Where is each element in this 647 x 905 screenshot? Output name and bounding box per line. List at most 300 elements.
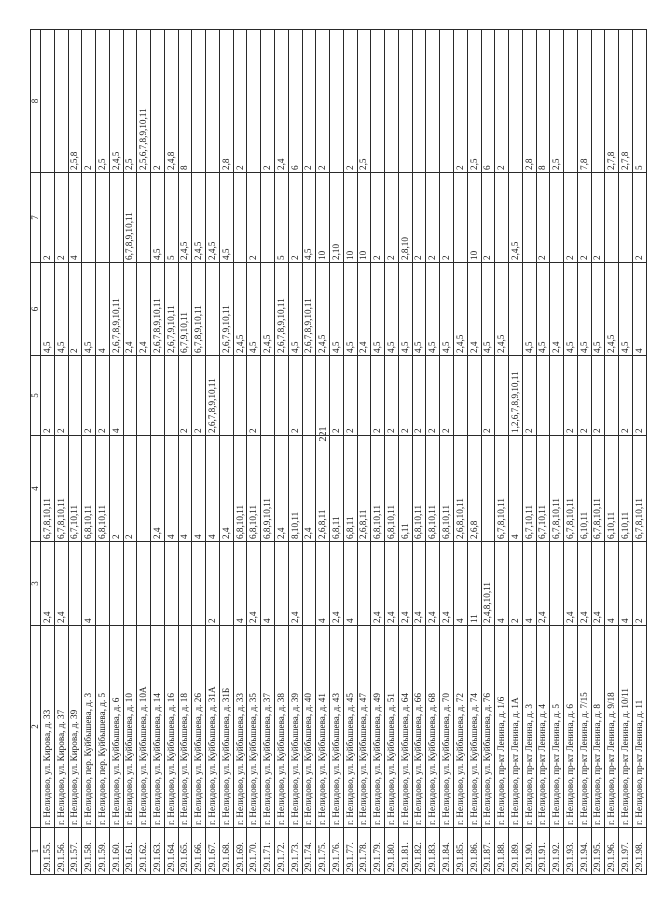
col4-value: 6,10,11 xyxy=(605,436,619,542)
col8-value xyxy=(426,30,440,173)
row-number: 29.1.95. xyxy=(591,828,605,875)
col6-value: 4,5 xyxy=(41,263,55,356)
address: г. Нелидово, ул. Куйбышева, д. 10 xyxy=(123,626,137,828)
row-number: 29.1.88. xyxy=(495,828,509,875)
col3-value: 4 xyxy=(619,542,633,626)
col3-value: 2,4 xyxy=(371,542,385,626)
col4-value: 6,8,10,11 xyxy=(82,436,96,542)
col8-value: 5 xyxy=(632,30,646,173)
table-row xyxy=(453,30,467,875)
col3-value: 2,4,8,10,11 xyxy=(481,542,495,626)
col6-value: 4,5 xyxy=(54,263,68,356)
col7-value xyxy=(109,173,123,263)
address: г. Нелидово, ул. Куйбышева, д. 35 xyxy=(247,626,261,828)
table-row xyxy=(605,30,619,875)
row-number: 29.1.84. xyxy=(440,828,454,875)
row-number: 29.1.75. xyxy=(316,828,330,875)
col3-value: 2 xyxy=(509,542,523,626)
col7-value: 2 xyxy=(371,173,385,263)
col5-value: 2 xyxy=(371,356,385,436)
col3-value: 2,4 xyxy=(577,542,591,626)
col8-value xyxy=(192,30,206,173)
col3-value: 4 xyxy=(316,542,330,626)
col6-value: 4,5 xyxy=(288,263,302,356)
col4-value: 6,8,10,11 xyxy=(426,436,440,542)
table-row xyxy=(591,30,605,875)
col5-value xyxy=(302,356,316,436)
col8-value: 2,4,8 xyxy=(164,30,178,173)
address: г. Нелидово, ул. Куйбышева, д. 33 xyxy=(233,626,247,828)
col6-value: 4,5 xyxy=(536,263,550,356)
table-row xyxy=(550,30,564,875)
col3-value: 4 xyxy=(605,542,619,626)
row-number: 29.1.93. xyxy=(564,828,578,875)
row-number: 29.1.71. xyxy=(261,828,275,875)
col3-value: 2,4 xyxy=(564,542,578,626)
col3-value: 4 xyxy=(261,542,275,626)
col5-value xyxy=(261,356,275,436)
col5-value: 2 xyxy=(41,356,55,436)
address: г. Нелидово, ул. Куйбышева, д. 6 xyxy=(109,626,123,828)
col5-value: 2 xyxy=(54,356,68,436)
col7-value: 2 xyxy=(288,173,302,263)
col3-value xyxy=(219,542,233,626)
address: г. Нелидово, пр-кт Ленина, д. 7/15 xyxy=(577,626,591,828)
col6-value: 4,5 xyxy=(440,263,454,356)
col3-value: 2,4 xyxy=(330,542,344,626)
col6-value: 2,4,5 xyxy=(233,263,247,356)
col8-value xyxy=(398,30,412,173)
col3-value xyxy=(192,542,206,626)
row-number: 29.1.91. xyxy=(536,828,550,875)
col4-value: 4 xyxy=(509,436,523,542)
col6-value: 4,5 xyxy=(481,263,495,356)
col8-value xyxy=(412,30,426,173)
col3-value: 2,4 xyxy=(385,542,399,626)
col4-value: 6,10,11 xyxy=(619,436,633,542)
col5-value: 2 xyxy=(343,356,357,436)
col5-value xyxy=(495,356,509,436)
column-header-4: 4 xyxy=(31,436,41,542)
address: г. Нелидово, пр-кт Ленина, д. 1/6 xyxy=(495,626,509,828)
col8-value: 2 xyxy=(316,30,330,173)
col3-value xyxy=(137,542,151,626)
table-row xyxy=(619,30,633,875)
address: г. Нелидово, ул. Куйбышева, д. 10А xyxy=(137,626,151,828)
row-number: 29.1.67. xyxy=(206,828,220,875)
col5-value: 2 xyxy=(330,356,344,436)
col8-value xyxy=(509,30,523,173)
address: г. Нелидово, ул. Куйбышева, д. 41 xyxy=(316,626,330,828)
col6-value: 2,4,5 xyxy=(605,263,619,356)
address: г. Нелидово, ул. Куйбышева, д. 64 xyxy=(398,626,412,828)
table-row xyxy=(577,30,591,875)
col7-value: 2,10 xyxy=(330,173,344,263)
col5-value: 2 xyxy=(591,356,605,436)
col4-value: 6,8,10,11 xyxy=(233,436,247,542)
col8-value xyxy=(564,30,578,173)
address: г. Нелидово, ул. Кирова, д. 39 xyxy=(68,626,82,828)
address: г. Нелидово, ул. Куйбышева, д. 31А xyxy=(206,626,220,828)
table-row xyxy=(330,30,344,875)
col6-value xyxy=(206,263,220,356)
col4-value: 2,6,8,11 xyxy=(357,436,371,542)
row-number: 29.1.60. xyxy=(109,828,123,875)
col6-value: 4,5 xyxy=(330,263,344,356)
col7-value: 2 xyxy=(385,173,399,263)
col7-value: 2 xyxy=(536,173,550,263)
address: г. Нелидово, ул. Куйбышева, д. 18 xyxy=(178,626,192,828)
col7-value: 2 xyxy=(577,173,591,263)
row-number: 29.1.74. xyxy=(302,828,316,875)
row-number: 29.1.65. xyxy=(178,828,192,875)
col4-value: 6,8,9,10,11 xyxy=(261,436,275,542)
col3-value xyxy=(357,542,371,626)
column-header-1: 1 xyxy=(31,828,41,875)
col8-value: 2,5 xyxy=(550,30,564,173)
col8-value: 2,5 xyxy=(96,30,110,173)
row-number: 29.1.56. xyxy=(54,828,68,875)
col6-value xyxy=(509,263,523,356)
col6-value: 2,6,7,8,9,10,11 xyxy=(302,263,316,356)
col4-value: 6,7,10,11 xyxy=(536,436,550,542)
col8-value: 2 xyxy=(453,30,467,173)
col8-value: 8 xyxy=(536,30,550,173)
table-row xyxy=(632,30,646,875)
col8-value: 2,8 xyxy=(522,30,536,173)
col6-value: 4,5 xyxy=(564,263,578,356)
col4-value: 4 xyxy=(192,436,206,542)
col4-value: 2,6,8,11 xyxy=(316,436,330,542)
col8-value xyxy=(247,30,261,173)
table-row xyxy=(247,30,261,875)
address: г. Нелидово, ул. Кирова, д. 37 xyxy=(54,626,68,828)
col8-value xyxy=(371,30,385,173)
col8-value: 2,7,8 xyxy=(619,30,633,173)
table-row xyxy=(233,30,247,875)
col5-value: 2 xyxy=(564,356,578,436)
col3-value xyxy=(302,542,316,626)
col6-value: 2,4 xyxy=(357,263,371,356)
col5-value: 2 xyxy=(398,356,412,436)
address: г. Нелидово, ул. Куйбышева, д. 40 xyxy=(302,626,316,828)
address: г. Нелидово, ул. Куйбышева, д. 16 xyxy=(164,626,178,828)
table-row xyxy=(481,30,495,875)
col7-value: 6,7,8,9,10,11 xyxy=(123,173,137,263)
table-row xyxy=(54,30,68,875)
row-number: 29.1.66. xyxy=(192,828,206,875)
page-number: 221 xyxy=(318,426,329,442)
col7-value: 2 xyxy=(412,173,426,263)
col5-value: 1,2,6,7,8,9,10,11 xyxy=(509,356,523,436)
col4-value: 6,11 xyxy=(398,436,412,542)
col4-value: 6,8,10,11 xyxy=(247,436,261,542)
row-number: 29.1.70. xyxy=(247,828,261,875)
table-row xyxy=(412,30,426,875)
col6-value: 4,5 xyxy=(247,263,261,356)
table-row xyxy=(509,30,523,875)
col6-value: 4,5 xyxy=(371,263,385,356)
col5-value: 2,6,7,8,9,10,11 xyxy=(206,356,220,436)
col3-value xyxy=(109,542,123,626)
col4-value: 6,7,10,11 xyxy=(68,436,82,542)
col3-value: 4 xyxy=(453,542,467,626)
row-number: 29.1.79. xyxy=(371,828,385,875)
col6-value: 2,4 xyxy=(550,263,564,356)
col3-value xyxy=(96,542,110,626)
col4-value: 4 xyxy=(206,436,220,542)
col4-value: 6,7,8,10,11 xyxy=(495,436,509,542)
col3-value: 2 xyxy=(632,542,646,626)
col4-value: 6,8,10,11 xyxy=(385,436,399,542)
col7-value xyxy=(261,173,275,263)
col5-value: 2 xyxy=(412,356,426,436)
table-body xyxy=(41,30,647,875)
col3-value: 4 xyxy=(495,542,509,626)
table-row xyxy=(219,30,233,875)
row-number: 29.1.59. xyxy=(96,828,110,875)
col3-value: 2,4 xyxy=(54,542,68,626)
col8-value: 2 xyxy=(82,30,96,173)
col8-value: 6 xyxy=(288,30,302,173)
col5-value: 2 xyxy=(577,356,591,436)
col4-value: 2 xyxy=(123,436,137,542)
table-row xyxy=(371,30,385,875)
col8-value: 2 xyxy=(343,30,357,173)
col8-value xyxy=(385,30,399,173)
col4-value: 6,8,11 xyxy=(343,436,357,542)
table-row xyxy=(467,30,481,875)
col8-value xyxy=(591,30,605,173)
address: г. Нелидово, пер. Куйбышева, д. 3 xyxy=(82,626,96,828)
table-row xyxy=(426,30,440,875)
address: г. Нелидово, ул. Куйбышева, д. 38 xyxy=(275,626,289,828)
table-row xyxy=(261,30,275,875)
table-row xyxy=(288,30,302,875)
column-header-7: 7 xyxy=(31,173,41,263)
rotated-table-wrapper xyxy=(30,30,647,875)
col7-value xyxy=(619,173,633,263)
col4-value: 6,8,10,11 xyxy=(440,436,454,542)
table-row xyxy=(164,30,178,875)
col3-value xyxy=(178,542,192,626)
address: г. Нелидово, ул. Куйбышева, д. 14 xyxy=(151,626,165,828)
col8-value xyxy=(41,30,55,173)
col4-value xyxy=(481,436,495,542)
table-row xyxy=(137,30,151,875)
col5-value xyxy=(219,356,233,436)
col6-value: 4,5 xyxy=(591,263,605,356)
address: г. Нелидово, ул. Куйбышева, д. 49 xyxy=(371,626,385,828)
col6-value: 4,5 xyxy=(343,263,357,356)
col6-value: 6,7,9,10,11 xyxy=(178,263,192,356)
table-row xyxy=(275,30,289,875)
col5-value: 2 xyxy=(440,356,454,436)
col4-value: 2,4 xyxy=(275,436,289,542)
col5-value: 2 xyxy=(192,356,206,436)
col5-value: 4 xyxy=(109,356,123,436)
col7-value: 10 xyxy=(343,173,357,263)
col5-value xyxy=(536,356,550,436)
header-row xyxy=(31,30,41,875)
col5-value: 2 xyxy=(632,356,646,436)
table-row xyxy=(316,30,330,875)
col3-value: 2,4 xyxy=(591,542,605,626)
row-number: 29.1.97. xyxy=(619,828,633,875)
col7-value: 2 xyxy=(564,173,578,263)
row-number: 29.1.96. xyxy=(605,828,619,875)
table-row xyxy=(522,30,536,875)
col4-value: 6,7,8,10,11 xyxy=(550,436,564,542)
col3-value: 2,4 xyxy=(440,542,454,626)
row-number: 29.1.87. xyxy=(481,828,495,875)
row-number: 29.1.55. xyxy=(41,828,55,875)
col4-value: 6,7,10,11 xyxy=(522,436,536,542)
table-row xyxy=(440,30,454,875)
col4-value: 6,7,8,10,11 xyxy=(54,436,68,542)
col3-value xyxy=(275,542,289,626)
col4-value: 4 xyxy=(164,436,178,542)
address: г. Нелидово, пр-кт Ленина, д. 9/18 xyxy=(605,626,619,828)
col7-value: 10 xyxy=(316,173,330,263)
col3-value: 2,4 xyxy=(288,542,302,626)
col6-value: 4,5 xyxy=(385,263,399,356)
col6-value: 4 xyxy=(632,263,646,356)
address: г. Нелидово, ул. Куйбышева, д. 39 xyxy=(288,626,302,828)
table-row xyxy=(41,30,55,875)
address: г. Нелидово, ул. Куйбышева, д. 47 xyxy=(357,626,371,828)
col7-value: 2,4,5 xyxy=(192,173,206,263)
col7-value xyxy=(605,173,619,263)
column-header-6: 6 xyxy=(31,263,41,356)
row-number: 29.1.85. xyxy=(453,828,467,875)
col7-value: 4,5 xyxy=(151,173,165,263)
address: г. Нелидово, пр-кт Ленина, д. 8 xyxy=(591,626,605,828)
address: г. Нелидово, пр-кт Ленина, д. 5 xyxy=(550,626,564,828)
row-number: 29.1.76. xyxy=(330,828,344,875)
col8-value: 6 xyxy=(481,30,495,173)
col7-value: 2,4,5 xyxy=(178,173,192,263)
col7-value: 2 xyxy=(481,173,495,263)
address: г. Нелидово, ул. Куйбышева, д. 72 xyxy=(453,626,467,828)
col3-value: 2,4 xyxy=(41,542,55,626)
col4-value: 8,10,11 xyxy=(288,436,302,542)
col5-value: 2 xyxy=(481,356,495,436)
col3-value: 2,4 xyxy=(536,542,550,626)
col7-value: 4,5 xyxy=(219,173,233,263)
col3-value: 11 xyxy=(467,542,481,626)
col4-value: 2,4 xyxy=(302,436,316,542)
col4-value: 2,6,8 xyxy=(467,436,481,542)
col4-value: 6,10,11 xyxy=(577,436,591,542)
table-row xyxy=(564,30,578,875)
col7-value: 2 xyxy=(632,173,646,263)
col6-value: 2,4 xyxy=(467,263,481,356)
col7-value: 2,4,5 xyxy=(509,173,523,263)
col8-value xyxy=(54,30,68,173)
col7-value xyxy=(495,173,509,263)
column-header-3: 3 xyxy=(31,542,41,626)
col3-value: 2 xyxy=(206,542,220,626)
table-row xyxy=(302,30,316,875)
col6-value: 4,5 xyxy=(619,263,633,356)
col8-value: 2,4,5 xyxy=(109,30,123,173)
table-row xyxy=(109,30,123,875)
col3-value: 4 xyxy=(82,542,96,626)
row-number: 29.1.69. xyxy=(233,828,247,875)
col6-value: 2,4,5 xyxy=(495,263,509,356)
col8-value: 2,5,8 xyxy=(68,30,82,173)
col3-value: 2,4 xyxy=(412,542,426,626)
col7-value xyxy=(82,173,96,263)
col8-value: 2 xyxy=(302,30,316,173)
col7-value xyxy=(453,173,467,263)
address: г. Нелидово, ул. Куйбышева, д. 45 xyxy=(343,626,357,828)
col3-value: 4 xyxy=(233,542,247,626)
address: г. Нелидово, ул. Куйбышева, д. 76 xyxy=(481,626,495,828)
col8-value xyxy=(330,30,344,173)
table-row xyxy=(398,30,412,875)
address: г. Нелидово, ул. Куйбышева, д. 68 xyxy=(426,626,440,828)
col8-value: 8 xyxy=(178,30,192,173)
col6-value: 2,6,7,8,9,10,11 xyxy=(151,263,165,356)
col8-value: 2,8 xyxy=(219,30,233,173)
col4-value: 6,8,10,11 xyxy=(371,436,385,542)
col5-value: 2 xyxy=(426,356,440,436)
row-number: 29.1.73. xyxy=(288,828,302,875)
table-row xyxy=(151,30,165,875)
col6-value: 4 xyxy=(96,263,110,356)
col8-value: 2 xyxy=(233,30,247,173)
col5-value xyxy=(137,356,151,436)
address: г. Нелидово, пр-кт Ленина, д. 10/11 xyxy=(619,626,633,828)
col7-value: 5 xyxy=(275,173,289,263)
col7-value: 2 xyxy=(54,173,68,263)
col5-value xyxy=(316,356,330,436)
row-number: 29.1.82. xyxy=(412,828,426,875)
col4-value: 6,7,8,10,11 xyxy=(632,436,646,542)
col5-value xyxy=(123,356,137,436)
col6-value: 2 xyxy=(68,263,82,356)
col6-value: 2,4,5 xyxy=(316,263,330,356)
col5-value: 2 xyxy=(385,356,399,436)
col5-value xyxy=(550,356,564,436)
col6-value: 4,5 xyxy=(522,263,536,356)
address: г. Нелидово, пр-кт Ленина, д. 3 xyxy=(522,626,536,828)
register-table xyxy=(30,29,647,875)
col6-value: 2,4,5 xyxy=(261,263,275,356)
row-number: 29.1.61. xyxy=(123,828,137,875)
address: г. Нелидово, пр-кт Ленина, д. 11 xyxy=(632,626,646,828)
col5-value xyxy=(68,356,82,436)
col7-value xyxy=(233,173,247,263)
address: г. Нелидово, ул. Кирова, д. 33 xyxy=(41,626,55,828)
address: г. Нелидово, ул. Куйбышева, д. 70 xyxy=(440,626,454,828)
row-number: 29.1.72. xyxy=(275,828,289,875)
col5-value: 2 xyxy=(82,356,96,436)
col3-value: 2,4 xyxy=(426,542,440,626)
col6-value: 2,6,7,8,9,10,11 xyxy=(109,263,123,356)
row-number: 29.1.90. xyxy=(522,828,536,875)
row-number: 29.1.64. xyxy=(164,828,178,875)
col8-value: 2,7,8 xyxy=(605,30,619,173)
row-number: 29.1.58. xyxy=(82,828,96,875)
row-number: 29.1.86. xyxy=(467,828,481,875)
col7-value: 4 xyxy=(68,173,82,263)
row-number: 29.1.77. xyxy=(343,828,357,875)
row-number: 29.1.63. xyxy=(151,828,165,875)
col7-value: 2,4,5 xyxy=(206,173,220,263)
